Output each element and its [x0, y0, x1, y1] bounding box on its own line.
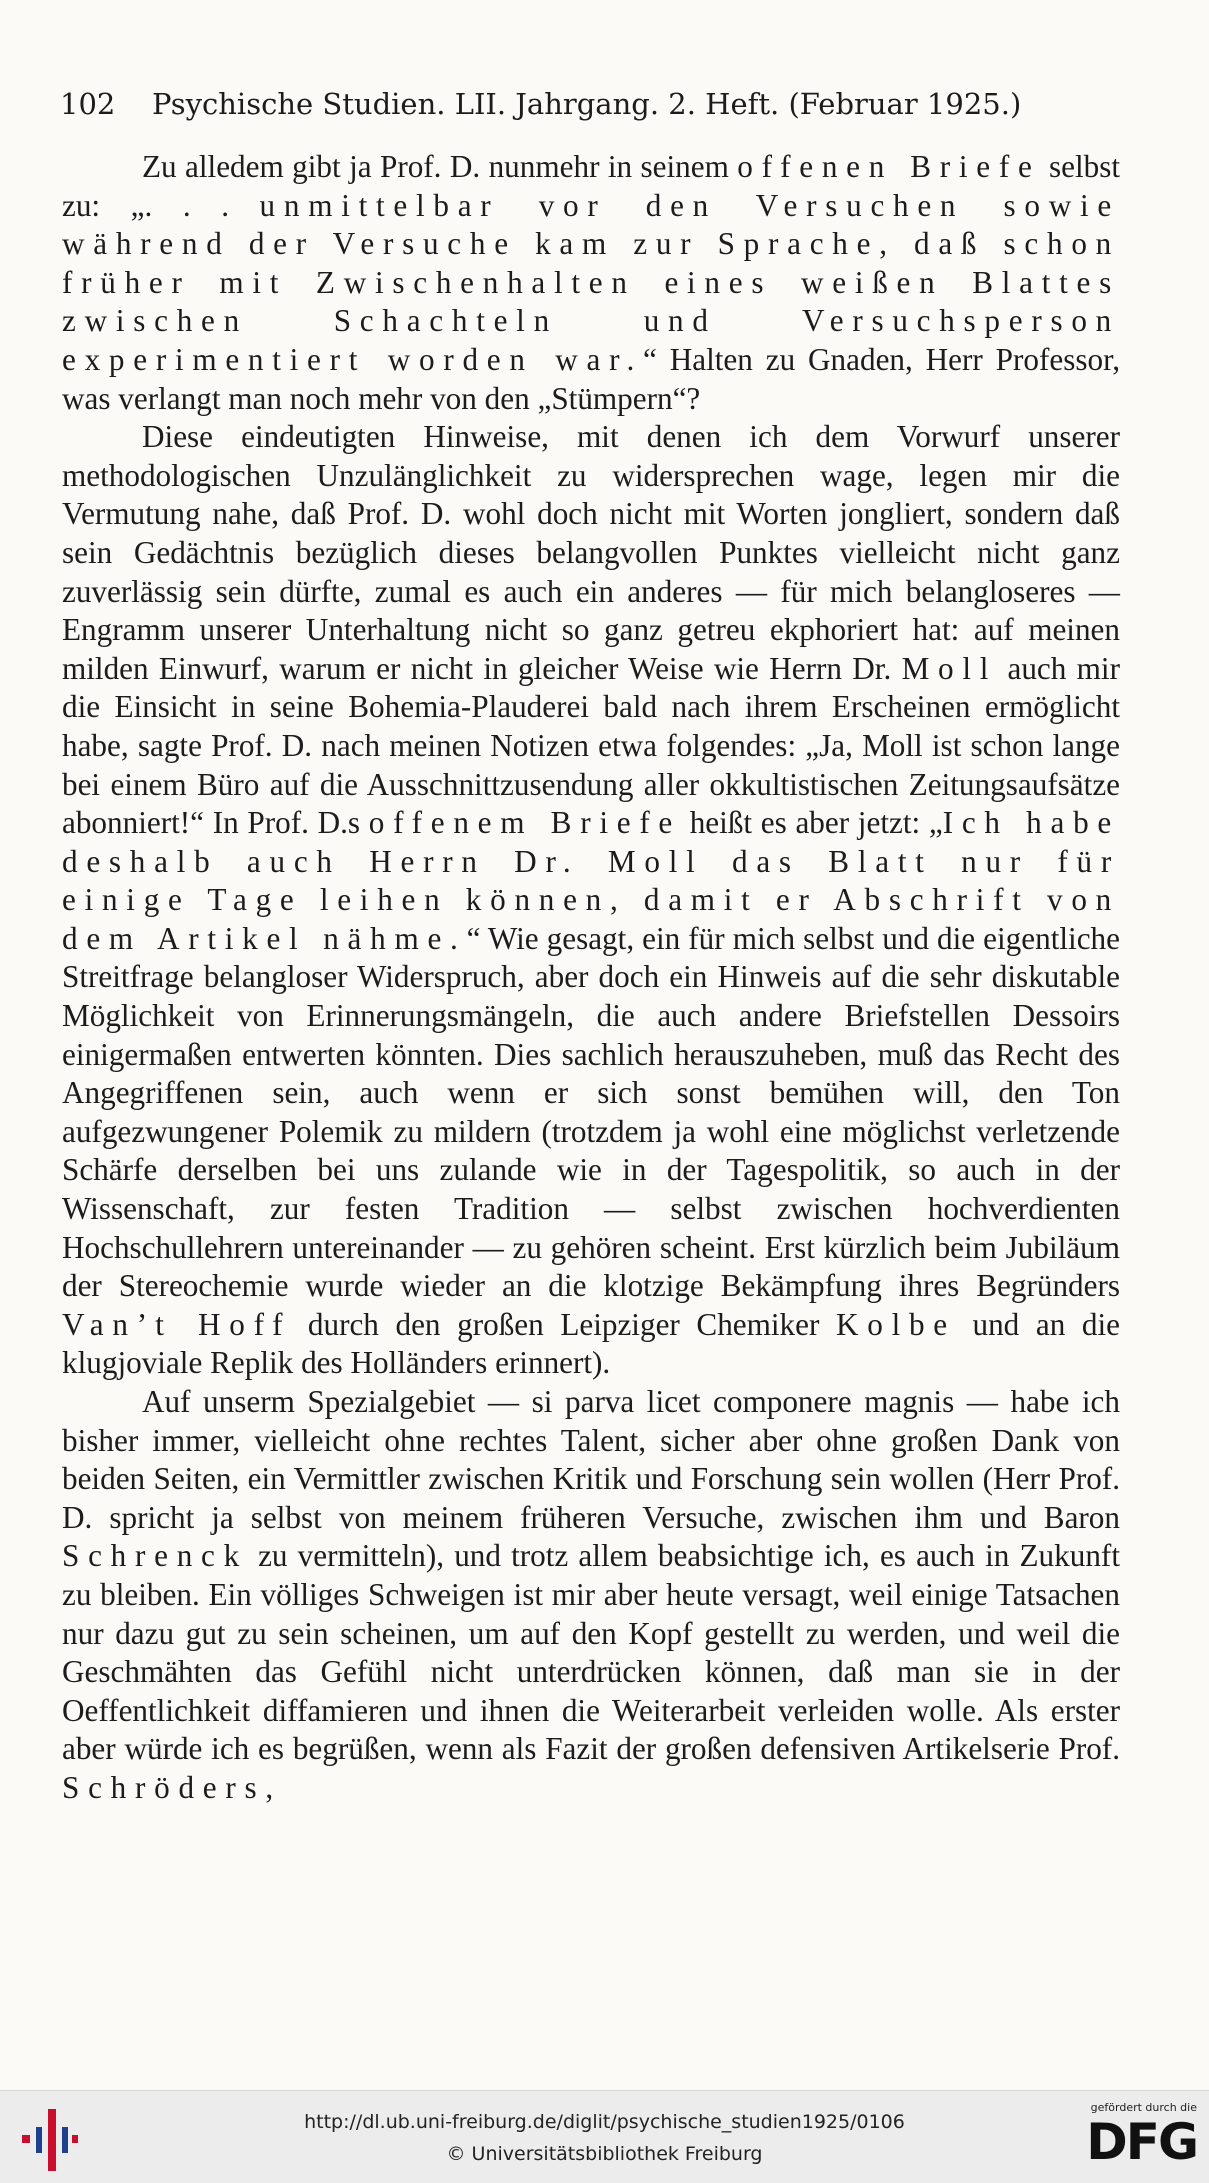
paragraph-3 — [62, 1383, 1120, 1808]
spaced-emphasis: Kolbe — [835, 1306, 956, 1342]
running-header — [60, 84, 1120, 124]
dfg-funding-note: gefördert durch die — [1090, 2101, 1197, 2114]
text-run: auch mir die Einsicht in seine Bohemia-Plauderei bald nach ihrem Erscheinen ermöglicht habe, sagte Prof. D. nach meinen Notizen etwa folgendes: „Ja, Moll ist schon lange bei einem Büro auf die Ausschnittzusendung aller okkultistischen Zeitungsaufsätze abonniert!“ In Prof. D.s — [62, 650, 1120, 841]
page-number: 102 — [60, 87, 116, 121]
text-run: , — [265, 1769, 274, 1805]
spaced-emphasis: offenem Briefe — [368, 805, 682, 841]
text-run: selbst zu: „. . . — [62, 149, 1121, 223]
spaced-emphasis: unmittelbar vor den Versuchen sowie während der Versuche kam zur Sprache, daß schon früher mit Zwischenhalten eines weißen Blattes zwischen Schachteln und Versuchsperson experimentiert worden war. — [62, 187, 1120, 377]
text-run: und an die klugjoviale Replik des Holländers erinnert). — [62, 1306, 1121, 1381]
text-run: “ Halten zu Gnaden, Herr Professor, was verlangt man noch mehr von den „Stümpern“? — [62, 341, 1120, 416]
source-url-link[interactable]: http://dl.ub.uni-freiburg.de/diglit/psychische_studien1925/0106 — [304, 2111, 905, 2133]
logo-bar-red-right — [72, 2135, 78, 2143]
paragraph-2 — [62, 418, 1120, 1383]
text-run: durch den großen Leipziger Chemiker — [291, 1306, 836, 1342]
spaced-emphasis: offenen Briefe — [737, 149, 1041, 184]
copyright-notice: © Universitätsbibliothek Freiburg — [446, 2143, 763, 2165]
dfg-wordmark: DFG — [1086, 2113, 1197, 2171]
spaced-emphasis: Van’t Hoff — [62, 1306, 292, 1342]
spaced-emphasis: Schröders — [62, 1769, 266, 1805]
spaced-emphasis: Ich habe deshalb auch Herrn Dr. Moll das Blatt nur für einige Tage leihen können, damit er Abschrift von dem Artikel nähme. — [62, 805, 1120, 956]
text-run: Diese eindeutigten Hinweise, mit denen ich dem Vorwurf unserer methodologischen Unzulänglichkeit zu widersprechen wage, legen mir die Vermutung nahe, daß Prof. D. wohl doch nicht mit Worten jongliert, sondern daß sein Gedächtnis bezüglich dieses belangvollen Punktes vielleicht nicht ganz zuverlässig sein dürfte, zumal es auch ein anderes — für mich belangloseres — Engramm unserer Unterhaltung nicht so ganz getreu ekphoriert hat: auf meinen milden Einwurf, warum er nicht in gleicher Weise wie Herrn Dr. — [62, 419, 1120, 686]
spaced-emphasis: Moll — [901, 650, 998, 686]
text-run: “ Wie gesagt, ein für mich selbst und die eigentliche Streitfrage belangloser Widerspruch, aber doch ein Hinweis auf die sehr diskutable Möglichkeit von Erinnerungsmängeln, die auch andere Briefstellen Dessoirs einigermaßen entwerten könnten. Dies sachlich herauszuheben, muß das Recht des Angegriffenen sein, auch wenn er sich sonst bemühen will, den Ton aufgezwungener Polemik zu mildern (trotzdem ja wohl eine möglichst verletzende Schärfe derselben bei uns zulande wie in der Tagespolitik, so auch in der Wissenschaft, zur festen Tradition — selbst zwischen hochverdienten Hochschullehrern untereinander — zu gehören scheint. Erst kürzlich beim Jubiläum der Stereochemie wurde wieder an die klotzige Bekämpfung ihres Begründers — [62, 920, 1120, 1304]
text-run: heißt es aber jetzt: „ — [681, 805, 943, 841]
body-text — [62, 148, 1120, 1808]
paragraph-1 — [62, 148, 1120, 418]
logo-bar-red-left — [22, 2135, 30, 2143]
text-run: zu vermitteln), und trotz allem beabsichtige ich, es auch in Zukunft zu bleiben. Ein völliges Schweigen ist mir aber heute versagt, weil einige Tatsachen nur dazu gut zu sein scheinen, um auf den Kopf gestellt zu werden, und weil die Geschmähten das Gefühl nicht unterdrücken können, daß man sie in der Oeffentlichkeit diffamieren und ihnen die Weiterarbeit verleiden wolle. Als erster aber würde ich es begrüßen, wenn als Fazit der großen defensiven Artikelserie Prof. — [62, 1538, 1120, 1767]
text-run: Zu alledem gibt ja Prof. D. nunmehr in seinem — [142, 149, 738, 184]
text-run: Auf unserm Spezialgebiet — si parva licet componere magnis — habe ich bisher immer, vielleicht ohne rechtes Talent, sicher aber ohne großen Dank von beiden Seiten, ein Vermittler zwischen Kritik und Forschung sein wollen (Herr Prof. D. spricht ja selbst von meinem früheren Versuche, zwischen ihm und Baron — [62, 1384, 1120, 1535]
running-title: Psychische Studien. LII. Jahrgang. 2. Heft. (Februar 1925.) — [152, 87, 1022, 121]
spaced-emphasis: Schrenck — [62, 1538, 248, 1574]
viewer-footer — [0, 2090, 1209, 2183]
dfg-logo — [1069, 2101, 1197, 2170]
